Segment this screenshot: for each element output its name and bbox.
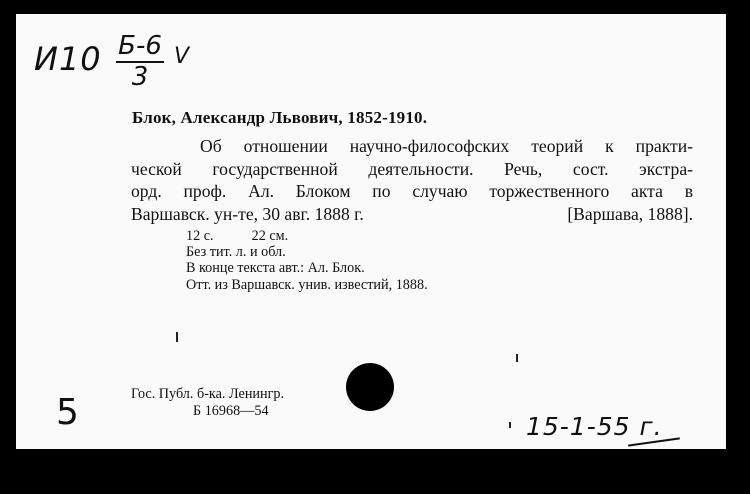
speck	[509, 422, 511, 428]
shelf-mark-fraction	[116, 33, 164, 91]
handwritten-number: 5	[56, 392, 80, 433]
shelf-mark-fraction-top: Б-6	[116, 33, 164, 63]
check-mark: V	[174, 44, 191, 69]
description-line: Об отношении научно-философских теорий к практи-	[200, 136, 693, 156]
description-line: орд. проф. Ал. Блоком по случаю торжественного акта в	[131, 181, 693, 201]
imprint: [Варшава, 1888].	[567, 203, 693, 224]
publication-note: Варшавск. ун-те, 30 авг. 1888 г.	[131, 203, 364, 224]
pages: 12 с.	[186, 228, 214, 244]
shelf-mark-fraction-bottom: 3	[131, 62, 149, 92]
pagination-line	[186, 228, 428, 244]
punch-hole	[346, 363, 394, 411]
description-line: ческой государственной деятельности. Речь, сост. экстра-	[131, 158, 693, 179]
offprint-note: Отт. из Варшавск. унив. известий, 1888.	[186, 276, 428, 293]
speck	[176, 332, 178, 342]
physical-notes	[186, 228, 428, 293]
speck	[516, 354, 518, 362]
size: 22 см.	[251, 228, 289, 244]
author-note: В конце текста авт.: Ал. Блок.	[186, 260, 365, 277]
inventory-number: Б 16968—54	[193, 403, 269, 419]
author-heading: Блок, Александр Львович, 1852-1910.	[132, 108, 428, 127]
library-name: Гос. Публ. б-ка. Ленингр.	[131, 386, 285, 402]
title-description	[131, 135, 693, 225]
holding-location	[131, 386, 284, 420]
catalog-card	[16, 14, 726, 449]
no-title-note: Без тит. л. и обл.	[186, 244, 286, 261]
handwritten-date: 15-1-55 г.	[526, 412, 663, 441]
description-last-line	[131, 203, 693, 226]
shelf-mark-prefix: И10	[34, 40, 102, 78]
